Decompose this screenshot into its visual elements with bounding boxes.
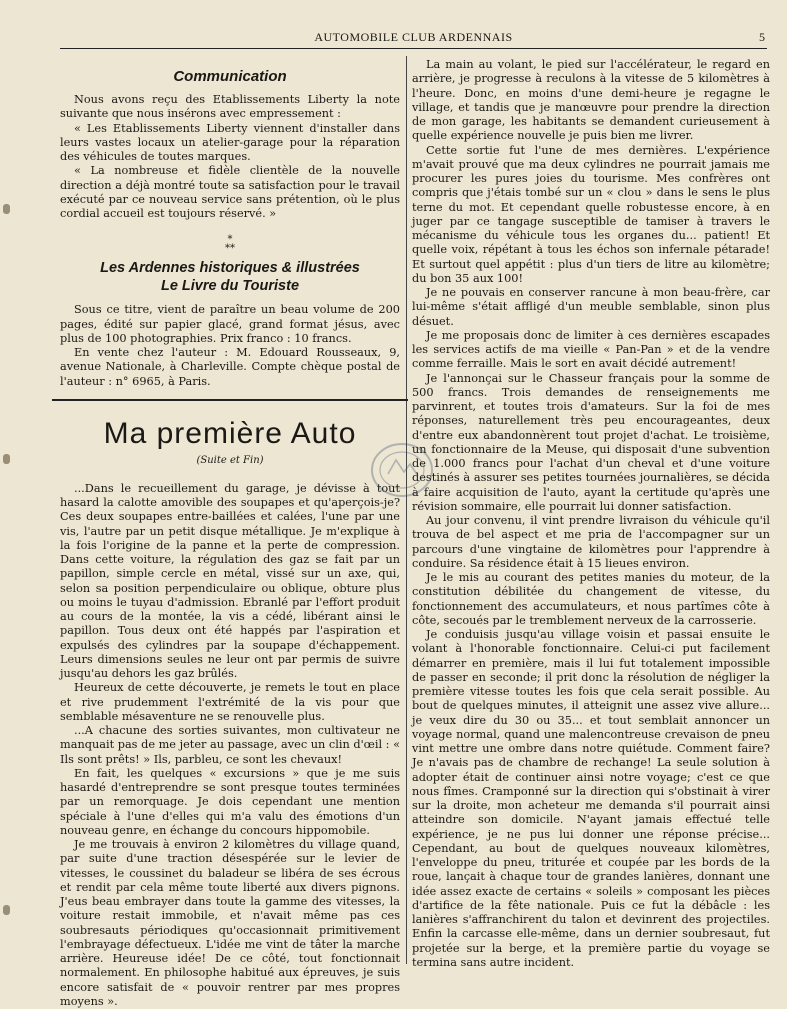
article-paragraph: En fait, les quelques « excursions » que je me suis hasardé d'entreprendre se sont presque toutes terminées par un remorquage. Je dois cependant une mention spéciale à l'une d'elles qui m'a valu des émotions d'un nouveau genre, en échange du concours hippomobile. xyxy=(60,766,400,837)
article-start xyxy=(60,417,400,1009)
right-column xyxy=(412,58,770,970)
binding-hole-bottom xyxy=(3,905,10,915)
article-paragraph: Je conduisis jusqu'au village voisin et passai ensuite le volant à l'honorable fonctionnaire. Celui-ci put facilement démarrer en première, mais il lui fut totalement impossible de passer en seconde; il prit donc la résolution de négliger la première vitesse toutes les fois que cela serait possible. Au bout de quelques minutes, il atteignit une assez vive allure... je veux dire du 30 ou 35... et tout semblait annoncer un voyage normal, quand une malencontreuse crevaison de pneu vint mettre une ombre dans notre quiétude. Comment faire? Je n'avais pas de chambre de rechange! La seule solution à adopter était de continuer ainsi notre voyage; c'est ce que nous fîmes. Cramponné sur la direction qui s'obstinait à virer sur la droite, mon acheteur me demanda s'il pourrait ainsi atteindre son domicile. N'ayant jamais effectué telle expérience, je ne pus lui donner une réponse précise... Cependant, au bout de quelques nouveaux kilomètres, l'enveloppe du pneu, triturée et coupée par les bords de la roue, lançait à chaque tour de grandes lanières, donnant une idée assez exacte de certains « soleils » composant les pièces d'artifice de la fête nationale. Puis ce fut la débâcle : les lanières s'affranchirent du talon et devinrent des projectiles. Enfin la carcasse elle-même, dans un dernier soubresaut, fut projetée sur la berge, et la première partie du voyage se termina sans autre incident. xyxy=(412,628,770,969)
article-subtitle: (Suite et Fin) xyxy=(196,454,264,466)
communication-paragraph: « Les Etablissements Liberty viennent d'installer dans leurs vastes locaux un atelier-garage pour la réparation des véhicules de toutes marques. xyxy=(60,121,400,163)
left-column xyxy=(60,58,400,1009)
ardennes-title-line1: Les Ardennes historiques & illustrées xyxy=(100,260,360,277)
communication-section xyxy=(60,68,400,221)
section-separator: * ** xyxy=(225,234,235,255)
article-paragraph: Je ne pouvais en conserver rancune à mon beau-frère, car lui-même s'était affligé d'un meuble semblable, sinon plus désuet. xyxy=(412,286,770,328)
running-title: AUTOMOBILE CLUB ARDENNAIS xyxy=(314,30,513,44)
communication-title: Communication xyxy=(173,68,287,85)
communication-paragraph: « La nombreuse et fidèle clientèle de la nouvelle direction a déjà montré toute sa satisfaction pour le travail exécuté par ce nouveau service sans prétention, où le plus cordial accueil est toujours réservé. » xyxy=(60,164,400,220)
article-title: Ma première Auto xyxy=(103,416,357,450)
ardennes-paragraph: En vente chez l'auteur : M. Edouard Rousseaux, 9, avenue Nationale, à Charleville. Compte chèque postal de l'auteur : n° 6965, à Paris. xyxy=(60,346,400,388)
article-paragraph: ...Dans le recueillement du garage, je dévisse à tout hasard la calotte amovible des soupapes et qu'aperçois-je? Ces deux soupapes entre-baillées et calées, l'une par une vis, l'autre par un petit disque métallique. Je m'explique à la fois l'origine de la panne et la perte de compression. Dans cette voiture, la régulation des gaz se fait par un papillon, simple cercle en métal, vissé sur un axe, qui, selon sa position perpendiculaire ou oblique, obture plus ou moins le tuyau d'admission. Ebranlé par l'effort produit au cours de la montée, la vis a cédé, libérant ainsi le papillon. Tous deux ont été happés par l'aspiration et expulsés des cylindres par la soupape d'échappement. Leurs dimensions seules ne leur ont par permis de suivre jusqu'au dehors les gaz brûlés. xyxy=(60,481,400,680)
ardennes-title-line2: Le Livre du Touriste xyxy=(160,278,300,295)
article-paragraph: ...A chacune des sorties suivantes, mon cultivateur ne manquait pas de me jeter au passage, avec un clin d'œil : « Ils sont prêts! » Ils, parbleu, ce sont les chevaux! xyxy=(60,724,400,766)
page-header xyxy=(60,30,767,49)
column-divider xyxy=(406,56,407,964)
ardennes-section xyxy=(60,259,400,389)
article-paragraph: Je me proposais donc de limiter à ces dernières escapades les services actifs de ma vieille « Pan-Pan » et de la vendre comme ferraille. Mais le sort en avait décidé autrement! xyxy=(412,328,770,371)
communication-paragraph: Nous avons reçu des Etablissements Liberty la note suivante que nous insérons avec empressement : xyxy=(60,93,400,121)
library-stamp xyxy=(366,438,438,502)
section-rule xyxy=(52,399,408,401)
article-paragraph: Je le mis au courant des petites manies du moteur, de la constitution débilitée du changement de vitesse, du fonctionnement des accumulateurs, et nous partîmes côte à côte, secoués par le tremblement nerveux de la carrosserie. xyxy=(412,571,770,627)
binding-hole-top xyxy=(3,204,10,214)
article-paragraph: Je l'annonçai sur le Chasseur français pour la somme de 500 francs. Trois demandes de renseignements me parvinrent, et toutes trois d'amateurs. Sur la foi de mes réponses, naturellement très peu encourageantes, deux d'entre eux abandonnèrent tout projet d'achat. Le troisième, un fonctionnaire de la Meuse, qui disposait d'une subvention de 1.000 francs pour l'achat d'un cheval et d'une voiture destinés à assurer ses petites tournées journalières, se décida à faire acquisition de l'auto, ayant la certitude qu'après une révision sommaire, elle pourrait lui donner satisfaction. xyxy=(412,371,770,513)
page-number: 5 xyxy=(759,30,765,44)
article-paragraph: Heureux de cette découverte, je remets le tout en place et rive prudemment l'extrémité de la vis pour que semblable mésaventure ne se renouvelle plus. xyxy=(60,681,400,723)
binding-hole-middle xyxy=(3,454,10,464)
article-paragraph: Je me trouvais à environ 2 kilomètres du village quand, par suite d'une traction désespérée sur le levier de vitesses, le coussinet du baladeur se libéra de ses écrous et rendit par cela même toute liberté aux divers pignons. J'eus beau embrayer dans toute la gamme des vitesses, la voiture restait immobile, et n'avait même pas ces soubresauts périodiques qu'occasionnait primitivement l'embrayage défectueux. L'idée me vint de tâter la marche arrière. Heureuse idée! De ce côté, tout fonctionnait normalement. En philosophe habitué aux épreuves, je suis encore satisfait de « pouvoir rentrer par mes propres moyens ». xyxy=(60,838,400,1008)
article-paragraph: Au jour convenu, il vint prendre livraison du véhicule qu'il trouva de bel aspect et me pria de l'accompagner sur un parcours d'une vingtaine de kilomètres pour l'apprendre à conduire. Sa résidence était à 15 lieues environ. xyxy=(412,514,770,570)
article-paragraph: Cette sortie fut l'une de mes dernières. L'expérience m'avait prouvé que ma deux cylindres ne pourrait jamais me procurer les pures joies du tourisme. Mes confrères ont compris que j'étais tombé sur un « clou » dans le sens le plus terne du mot. Et cependant quelle robustesse encore, à en juger par ce tangage susceptible de tamiser à travers le mécanisme du véhicule tous les organes du... patient! Et quelle voix, répétant à tous les échos son infernale pétarade! Et surtout quel appétit : plus d'un tiers de litre au kilomètre; du bon 35 aux 100! xyxy=(412,143,770,285)
article-paragraph: La main au volant, le pied sur l'accélérateur, le regard en arrière, je progresse à reculons à la vitesse de 5 kilomètres à l'heure. Donc, en moins d'une demi-heure je regagne le village, et tandis que je manœuvre pour prendre la direction de mon garage, les habitants se demandent curieusement à quelle expérience nouvelle je puis bien me livrer. xyxy=(412,58,770,143)
ardennes-paragraph: Sous ce titre, vient de paraître un beau volume de 200 pages, édité sur papier glacé, grand format jésus, avec plus de 100 photographies. Prix franco : 10 francs. xyxy=(60,303,400,345)
ardennes-title xyxy=(60,259,400,295)
